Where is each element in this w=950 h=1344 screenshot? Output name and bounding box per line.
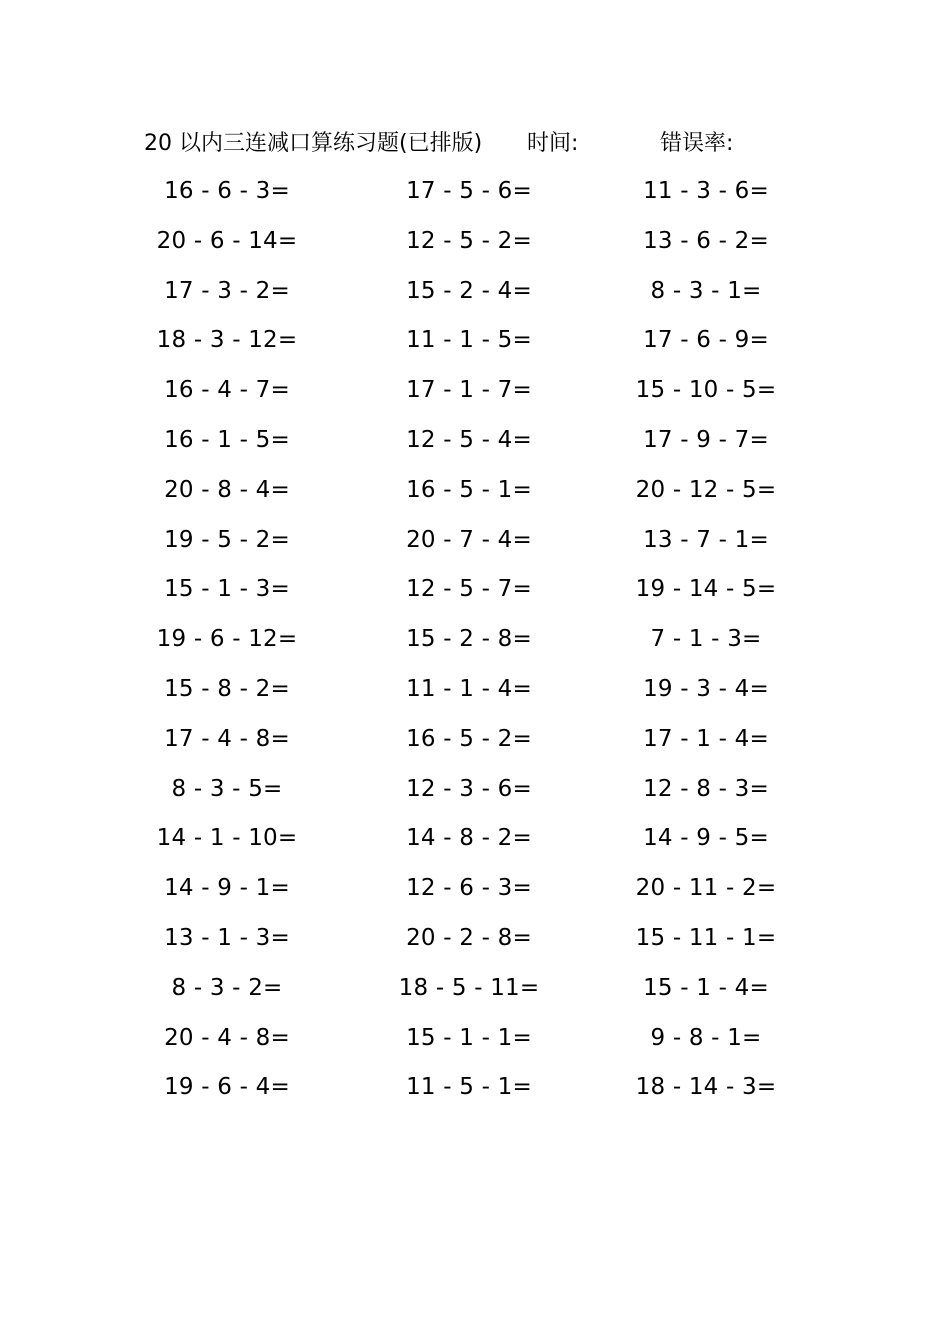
arithmetic-problem: 11 - 5 - 1= <box>406 1074 532 1101</box>
arithmetic-problem: 12 - 3 - 6= <box>406 775 532 802</box>
arithmetic-problem: 17 - 4 - 8= <box>164 725 290 752</box>
problem-row <box>0 570 950 620</box>
problem-row <box>0 321 950 371</box>
arithmetic-problem: 20 - 2 - 8= <box>406 924 532 951</box>
arithmetic-problem: 12 - 5 - 2= <box>406 227 532 254</box>
arithmetic-problem: 19 - 6 - 12= <box>156 626 298 653</box>
arithmetic-problem: 16 - 1 - 5= <box>164 426 290 453</box>
problem-row <box>0 919 950 969</box>
arithmetic-problem: 16 - 4 - 7= <box>164 377 290 404</box>
arithmetic-problem: 15 - 2 - 4= <box>406 277 532 304</box>
problem-row <box>0 421 950 471</box>
arithmetic-problem: 11 - 1 - 4= <box>406 675 532 702</box>
arithmetic-problem: 17 - 5 - 6= <box>406 178 532 204</box>
arithmetic-problem: 18 - 14 - 3= <box>635 1074 777 1101</box>
arithmetic-problem: 16 - 5 - 1= <box>406 476 532 503</box>
arithmetic-problem: 15 - 1 - 3= <box>164 576 290 603</box>
arithmetic-problem: 20 - 4 - 8= <box>164 1024 290 1051</box>
arithmetic-problem: 15 - 8 - 2= <box>164 675 290 702</box>
arithmetic-problem: 17 - 1 - 4= <box>643 725 769 752</box>
arithmetic-problem: 8 - 3 - 2= <box>171 974 283 1001</box>
problem-grid <box>0 172 950 1118</box>
arithmetic-problem: 20 - 7 - 4= <box>406 526 532 553</box>
problem-row <box>0 620 950 670</box>
arithmetic-problem: 13 - 7 - 1= <box>643 526 769 553</box>
arithmetic-problem: 20 - 11 - 2= <box>635 875 777 902</box>
arithmetic-problem: 13 - 6 - 2= <box>643 227 769 254</box>
time-label: 时间: <box>527 131 579 156</box>
arithmetic-problem: 12 - 6 - 3= <box>406 875 532 902</box>
page-title: 20 以内三连减口算练习题(已排版) <box>144 131 483 156</box>
arithmetic-problem: 15 - 1 - 1= <box>406 1024 532 1051</box>
arithmetic-problem: 20 - 12 - 5= <box>635 476 777 503</box>
arithmetic-problem: 15 - 2 - 8= <box>406 626 532 653</box>
arithmetic-problem: 11 - 1 - 5= <box>406 327 532 354</box>
arithmetic-problem: 11 - 3 - 6= <box>643 178 769 204</box>
arithmetic-problem: 12 - 5 - 4= <box>406 426 532 453</box>
arithmetic-problem: 15 - 1 - 4= <box>643 974 769 1001</box>
arithmetic-problem: 20 - 6 - 14= <box>156 227 298 254</box>
arithmetic-problem: 14 - 9 - 1= <box>164 875 290 902</box>
problem-row <box>0 371 950 421</box>
worksheet-header <box>0 124 950 164</box>
arithmetic-problem: 9 - 8 - 1= <box>650 1024 762 1051</box>
problem-row <box>0 521 950 571</box>
problem-row <box>0 720 950 770</box>
problem-row <box>0 272 950 322</box>
arithmetic-problem: 17 - 1 - 7= <box>406 377 532 404</box>
arithmetic-problem: 17 - 6 - 9= <box>643 327 769 354</box>
arithmetic-problem: 13 - 1 - 3= <box>164 924 290 951</box>
problem-row <box>0 1019 950 1069</box>
arithmetic-problem: 14 - 1 - 10= <box>156 825 298 852</box>
arithmetic-problem: 14 - 9 - 5= <box>643 825 769 852</box>
problem-row <box>0 869 950 919</box>
problem-row <box>0 471 950 521</box>
arithmetic-problem: 12 - 8 - 3= <box>643 775 769 802</box>
arithmetic-problem: 15 - 11 - 1= <box>635 924 777 951</box>
arithmetic-problem: 19 - 5 - 2= <box>164 526 290 553</box>
arithmetic-problem: 8 - 3 - 5= <box>171 775 283 802</box>
problem-row <box>0 222 950 272</box>
problem-row <box>0 1068 950 1118</box>
problem-row <box>0 819 950 869</box>
arithmetic-problem: 18 - 3 - 12= <box>156 327 298 354</box>
arithmetic-problem: 16 - 6 - 3= <box>164 178 290 204</box>
arithmetic-problem: 17 - 9 - 7= <box>643 426 769 453</box>
problem-row <box>0 670 950 720</box>
problem-row <box>0 770 950 820</box>
arithmetic-problem: 18 - 5 - 11= <box>398 974 540 1001</box>
arithmetic-problem: 19 - 14 - 5= <box>635 576 777 603</box>
arithmetic-problem: 12 - 5 - 7= <box>406 576 532 603</box>
arithmetic-problem: 16 - 5 - 2= <box>406 725 532 752</box>
arithmetic-problem: 19 - 3 - 4= <box>643 675 769 702</box>
arithmetic-problem: 19 - 6 - 4= <box>164 1074 290 1101</box>
arithmetic-problem: 20 - 8 - 4= <box>164 476 290 503</box>
error-rate-label: 错误率: <box>660 131 734 156</box>
arithmetic-problem: 17 - 3 - 2= <box>164 277 290 304</box>
arithmetic-problem: 7 - 1 - 3= <box>650 626 762 653</box>
problem-row <box>0 172 950 222</box>
arithmetic-problem: 8 - 3 - 1= <box>650 277 762 304</box>
arithmetic-problem: 14 - 8 - 2= <box>406 825 532 852</box>
problem-row <box>0 969 950 1019</box>
arithmetic-problem: 15 - 10 - 5= <box>635 377 777 404</box>
